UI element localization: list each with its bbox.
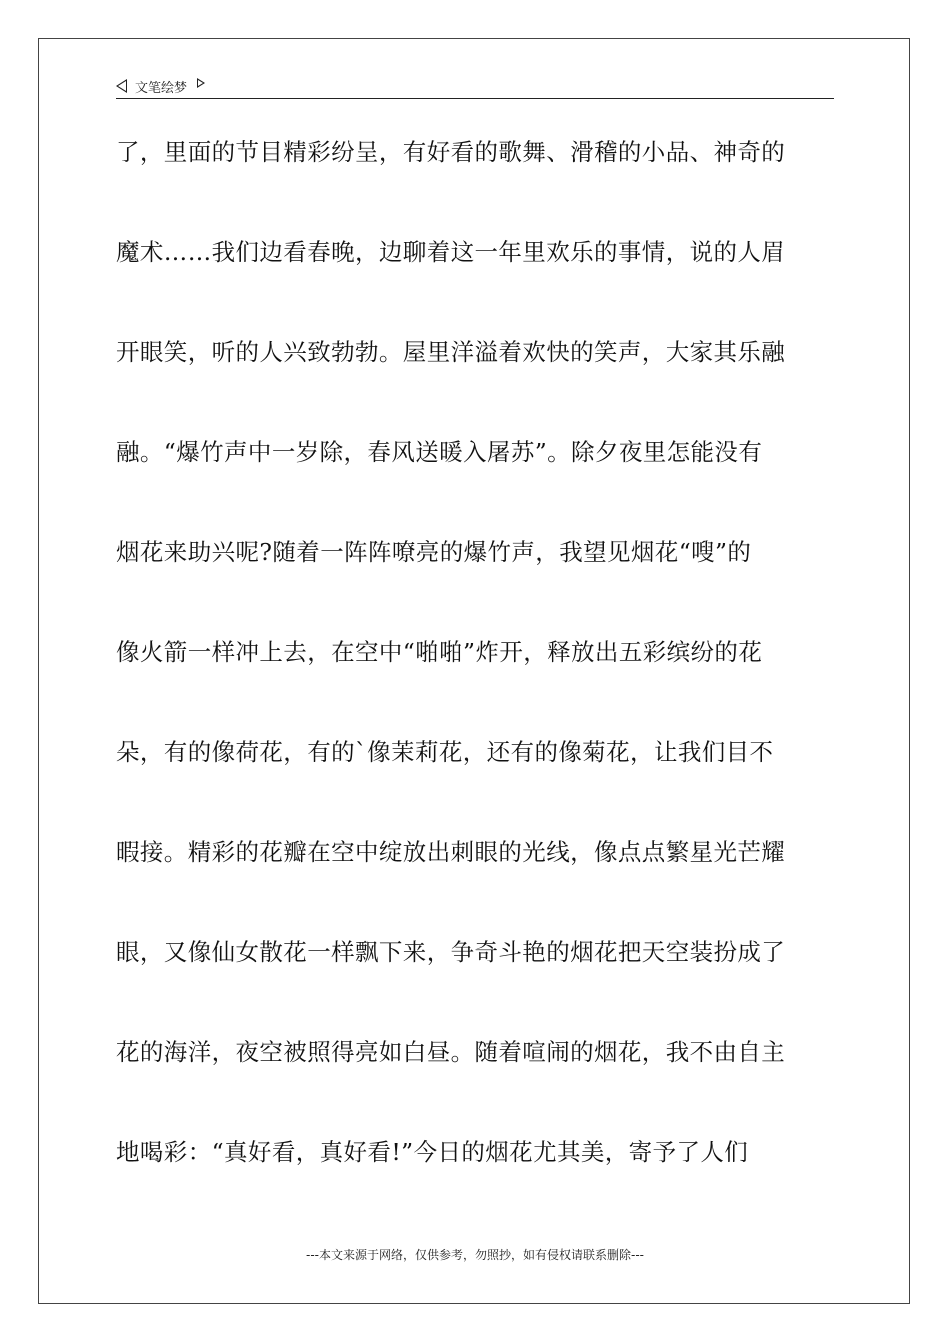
text-line: 融。“爆竹声中一岁除，春风送暖入屠苏”。除夕夜里怎能没有 (116, 438, 763, 466)
text-line: 烟花来助兴呢?随着一阵阵嘹亮的爆竹声，我望见烟花“嗖”的 (116, 538, 752, 566)
text-line: 开眼笑，听的人兴致勃勃。屋里洋溢着欢快的笑声，大家其乐融 (116, 338, 786, 366)
text-line: 魔术……我们边看春晚，边聊着这一年里欢乐的事情，说的人眉 (116, 238, 786, 266)
text-line: 花的海洋，夜空被照得亮如白昼。随着喧闹的烟花，我不由自主 (116, 1038, 786, 1066)
text-line: 暇接。精彩的花瓣在空中绽放出刺眼的光线，像点点繁星光芒耀 (116, 838, 786, 866)
page-header (116, 74, 834, 99)
text-line: 地喝彩：“真好看，真好看!”今日的烟花尤其美，寄予了人们 (116, 1138, 749, 1166)
text-line: 了，里面的节目精彩纷呈，有好看的歌舞、滑稽的小品、神奇的 (116, 138, 786, 166)
left-triangle-icon (116, 79, 127, 93)
right-triangle-icon (197, 78, 205, 88)
article-body (116, 128, 836, 1228)
text-line: 像火箭一样冲上去，在空中“啪啪”炸开，释放出五彩缤纷的花 (116, 638, 763, 666)
text-line: 朵，有的像荷花，有的`像茉莉花，还有的像菊花，让我们目不 (116, 738, 774, 766)
text-line: 眼，又像仙女散花一样飘下来，争奇斗艳的烟花把天空装扮成了 (116, 938, 786, 966)
footer-notice: ---本文来源于网络，仅供参考，勿照抄，如有侵权请联系删除--- (306, 1248, 644, 1262)
header-title: 文笔绘梦 (135, 80, 188, 96)
